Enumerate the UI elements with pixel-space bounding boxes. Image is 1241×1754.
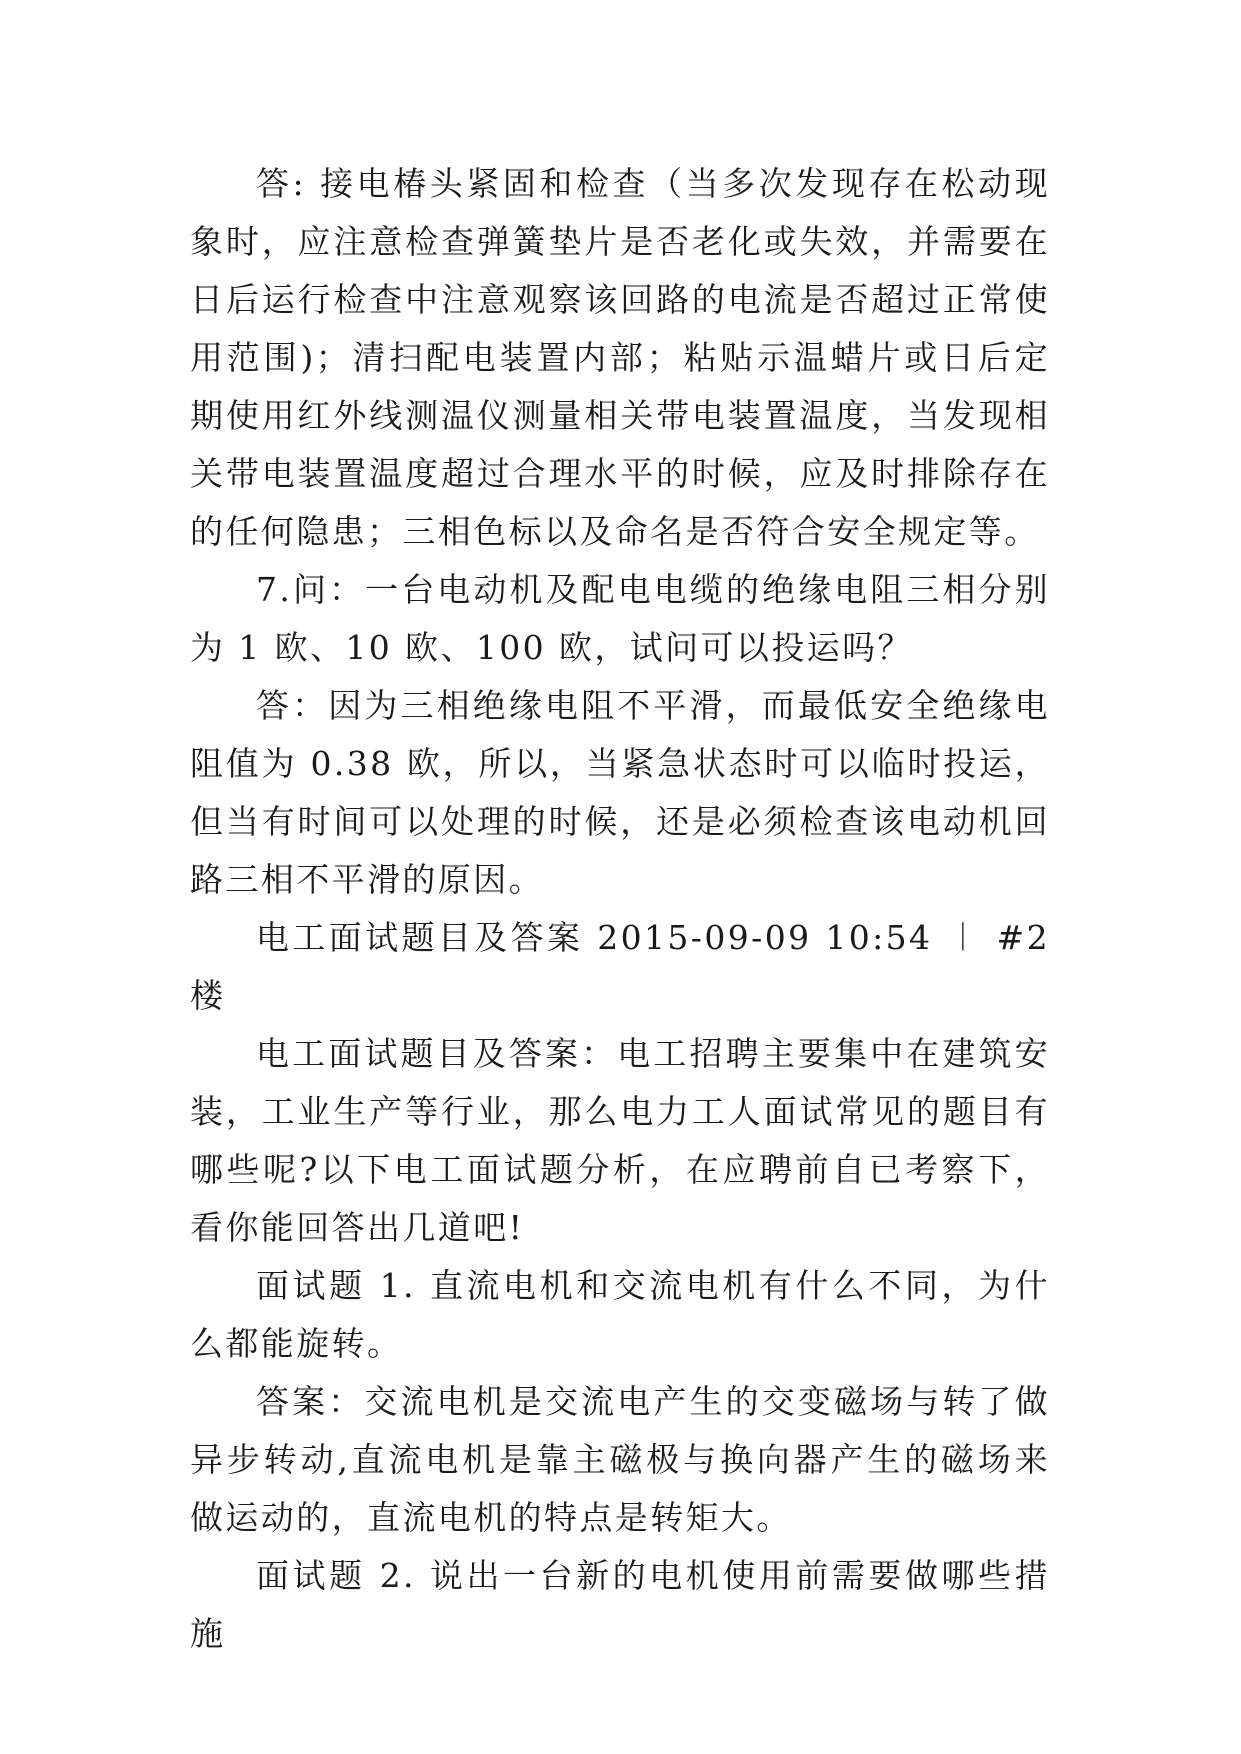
answer-paragraph-6: 答: 接电椿头紧固和检查（当多次发现存在松动现象时，应注意检查弹簧垫片是否老化或失效，并需要在日后运行检查中注意观察该回路的电流是否超过正常使用范围)；清扫配电装置内部；粘贴示温蜡片或日后定期使用红外线测温仪测量相关带电装置温度，当发现相关带电装置温度超过合理水平的时候，应及时排除存在的任何隐患；三相色标以及命名是否符合安全规定等。	[190, 164, 1050, 551]
post-header-line: 电工面试题目及答案 2015-09-09 10:54 ︱ #2 楼	[190, 918, 1050, 1015]
intro-paragraph: 电工面试题目及答案：电工招聘主要集中在建筑安装，工业生产等行业，那么电力工人面试常见的题目有哪些呢?以下电工面试题分析，在应聘前自已考察下，看你能回答出几道吧!	[190, 1034, 1050, 1247]
document-page	[190, 155, 1050, 1663]
answer-paragraph-7: 答：因为三相绝缘电阻不平滑，而最低安全绝缘电阻值为 0.38 欧，所以，当紧急状态时可以临时投运，但当有时间可以处理的时候，还是必须检查该电动机回路三相不平滑的原因。	[190, 686, 1050, 899]
question-paragraph-7: 7.问：一台电动机及配电电缆的绝缘电阻三相分别为 1 欧、10 欧、100 欧，试问可以投运吗？	[190, 570, 1050, 667]
interview-answer-1: 答案：交流电机是交流电产生的交变磁场与转了做异步转动,直流电机是靠主磁极与换向器产生的磁场来做运动的，直流电机的特点是转矩大。	[190, 1382, 1050, 1537]
interview-question-2: 面试题 2. 说出一台新的电机使用前需要做哪些措施	[190, 1556, 1050, 1653]
interview-question-1: 面试题 1. 直流电机和交流电机有什么不同，为什么都能旋转。	[190, 1266, 1050, 1363]
